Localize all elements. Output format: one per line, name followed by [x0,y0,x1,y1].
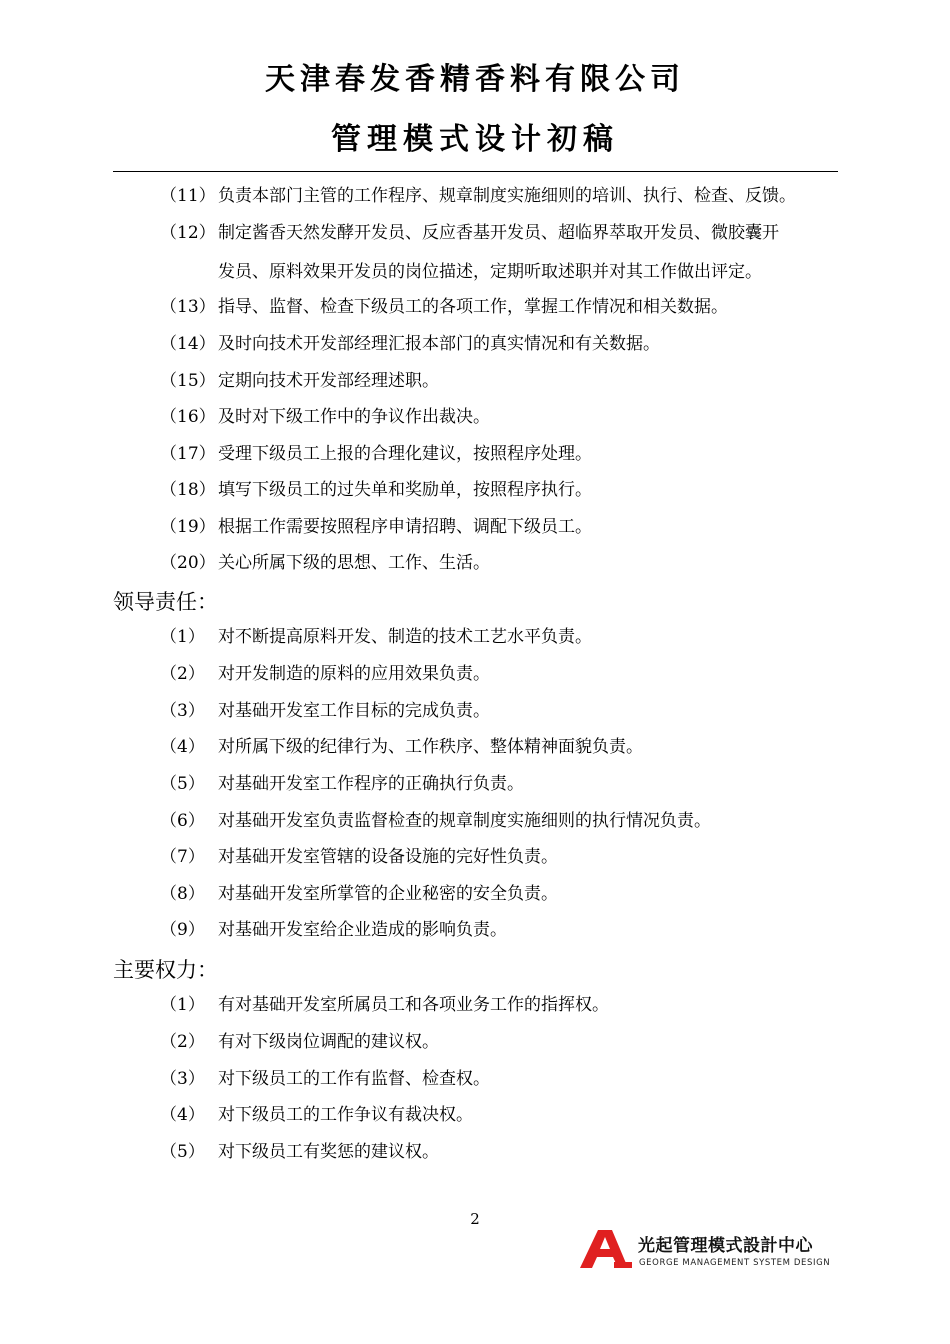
power-item [0,1027,950,1057]
duty-item [0,181,950,211]
company-title: 天津春发香精香料有限公司 [265,62,685,97]
leadership-item [0,769,950,799]
duty-item-continuation [0,257,950,287]
item-text: 对基础开发室管辖的设备设施的完好性负责。 [218,847,558,867]
section-heading-powers: 主要权力： [113,958,218,982]
item-text: 有对下级岗位调配的建议权。 [218,1032,439,1052]
logo-a-icon [578,1228,634,1270]
item-number: （4） [160,1105,205,1125]
duty-item [0,512,950,542]
item-number: （7） [160,847,205,867]
item-text: 对基础开发室所掌管的企业秘密的安全负责。 [218,884,558,904]
leadership-item [0,842,950,872]
item-number: （2） [160,664,205,684]
duty-item [0,402,950,432]
item-number: （5） [160,1142,205,1162]
duty-item [0,548,950,578]
item-number: （1） [160,627,205,647]
duty-item [0,439,950,469]
item-text: 对下级员工有奖惩的建议权。 [218,1142,439,1162]
logo-subtitle: GEORGE MANAGEMENT SYSTEM DESIGN [639,1258,831,1268]
leadership-item [0,696,950,726]
item-text: 填写下级员工的过失单和奖励单，按照程序执行。 [218,480,592,500]
item-text: 关心所属下级的思想、工作、生活。 [218,553,490,573]
power-item [0,1064,950,1094]
item-text: 对下级员工的工作有监督、检查权。 [218,1069,490,1089]
duty-item [0,292,950,322]
item-text: 对不断提高原料开发、制造的技术工艺水平负责。 [218,627,592,647]
item-number: （16） [160,407,216,427]
leadership-item [0,915,950,945]
item-number: （9） [160,920,205,940]
footer-logo [578,1228,840,1272]
item-number: （6） [160,811,205,831]
item-number: （12） [160,223,216,243]
leadership-item [0,806,950,836]
section-heading-leadership: 领导责任： [113,590,218,614]
item-text: 对基础开发室负责监督检查的规章制度实施细则的执行情况负责。 [218,811,711,831]
item-number: （8） [160,884,205,904]
item-number: （17） [160,444,216,464]
leadership-item [0,659,950,689]
leadership-item [0,879,950,909]
item-number: （15） [160,371,216,391]
item-number: （20） [160,553,216,573]
item-text: 定期向技术开发部经理述职。 [218,371,439,391]
leadership-item [0,622,950,652]
power-item [0,990,950,1020]
power-item [0,1137,950,1167]
item-number: （3） [160,1069,205,1089]
item-text: 制定酱香天然发酵开发员、反应香基开发员、超临界萃取开发员、微胶囊开 [218,223,779,243]
leadership-item [0,732,950,762]
item-number: （3） [160,701,205,721]
item-number: （2） [160,1032,205,1052]
item-number: （1） [160,995,205,1015]
item-text: 对下级员工的工作争议有裁决权。 [218,1105,473,1125]
item-number: （14） [160,334,216,354]
item-text: 对开发制造的原料的应用效果负责。 [218,664,490,684]
item-number: （5） [160,774,205,794]
item-text: 对基础开发室工作目标的完成负责。 [218,701,490,721]
duty-item [0,366,950,396]
item-text: 及时对下级工作中的争议作出裁决。 [218,407,490,427]
item-text: 对基础开发室给企业造成的影响负责。 [218,920,507,940]
document-title: 管理模式设计初稿 [331,122,619,157]
item-text: 有对基础开发室所属员工和各项业务工作的指挥权。 [218,995,609,1015]
item-number: （13） [160,297,216,317]
item-number: （18） [160,480,216,500]
item-text: 对基础开发室工作程序的正确执行负责。 [218,774,524,794]
item-number: （19） [160,517,216,537]
item-text: 根据工作需要按照程序申请招聘、调配下级员工。 [218,517,592,537]
duty-item [0,475,950,505]
item-text: 指导、监督、检查下级员工的各项工作，掌握工作情况和相关数据。 [218,297,728,317]
duty-item [0,218,950,248]
item-number: （4） [160,737,205,757]
item-text: 负责本部门主管的工作程序、规章制度实施细则的培训、执行、检查、反馈。 [218,186,796,206]
duty-item [0,329,950,359]
item-text: 及时向技术开发部经理汇报本部门的真实情况和有关数据。 [218,334,660,354]
logo-name: 光起管理模式設計中心 [638,1236,813,1256]
item-text: 受理下级员工上报的合理化建议，按照程序处理。 [218,444,592,464]
item-text-continuation: 发员、原料效果开发员的岗位描述，定期听取述职并对其工作做出评定。 [218,262,762,282]
item-text: 对所属下级的纪律行为、工作秩序、整体精神面貌负责。 [218,737,643,757]
page-number: 2 [470,1210,480,1228]
item-number: （11） [160,186,216,206]
power-item [0,1100,950,1130]
